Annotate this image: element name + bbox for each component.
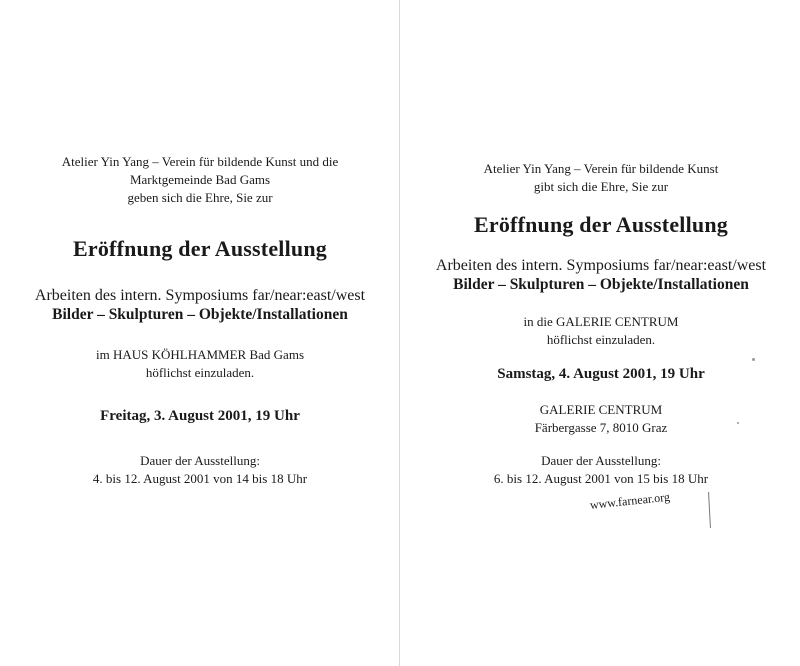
gallery-address	[402, 401, 800, 437]
venue-text	[0, 346, 400, 382]
event-subtitle: Arbeiten des intern. Symposiums far/near:east/west	[435, 257, 767, 274]
intro-line: gibt sich die Ehre, Sie zur	[533, 179, 669, 194]
duration-label: Dauer der Ausstellung:	[541, 453, 661, 468]
intro-line: Marktgemeinde Bad Gams	[129, 172, 271, 187]
event-categories: Bilder – Skulpturen – Objekte/Installationen	[453, 276, 749, 293]
address-line: Färbergasse 7, 8010 Graz	[534, 420, 668, 435]
intro-text	[0, 153, 400, 207]
duration-label: Dauer der Ausstellung:	[140, 453, 260, 468]
event-date: Freitag, 3. August 2001, 19 Uhr	[100, 408, 300, 424]
venue-line: höflichst einzuladen.	[145, 365, 255, 380]
intro-line: Atelier Yin Yang – Verein für bildende Kunst und die	[61, 154, 339, 169]
invitation-card-graz	[402, 0, 800, 666]
intro-text	[402, 160, 800, 196]
website-url[interactable]: www.farnear.org	[589, 489, 671, 512]
event-categories: Bilder – Skulpturen – Objekte/Installationen	[52, 306, 348, 323]
address-line: GALERIE CENTRUM	[539, 402, 663, 417]
event-heading: Eröffnung der Ausstellung	[474, 212, 728, 237]
venue-line: im HAUS KÖHLHAMMER Bad Gams	[96, 347, 304, 362]
event-subtitle: Arbeiten des intern. Symposiums far/near:east/west	[34, 287, 366, 304]
intro-line: geben sich die Ehre, Sie zur	[127, 190, 273, 205]
scan-speck	[737, 422, 739, 424]
duration-info	[0, 452, 400, 488]
venue-text	[402, 313, 800, 349]
scan-speck	[752, 358, 755, 361]
venue-line: höflichst einzuladen.	[546, 332, 656, 347]
event-heading: Eröffnung der Ausstellung	[73, 236, 327, 261]
duration-info	[402, 452, 800, 488]
intro-line: Atelier Yin Yang – Verein für bildende Kunst	[483, 161, 719, 176]
duration-value: 4. bis 12. August 2001 von 14 bis 18 Uhr	[92, 471, 308, 486]
duration-value: 6. bis 12. August 2001 von 15 bis 18 Uhr	[493, 471, 709, 486]
event-date: Samstag, 4. August 2001, 19 Uhr	[497, 366, 705, 382]
venue-line: in die GALERIE CENTRUM	[523, 314, 679, 329]
